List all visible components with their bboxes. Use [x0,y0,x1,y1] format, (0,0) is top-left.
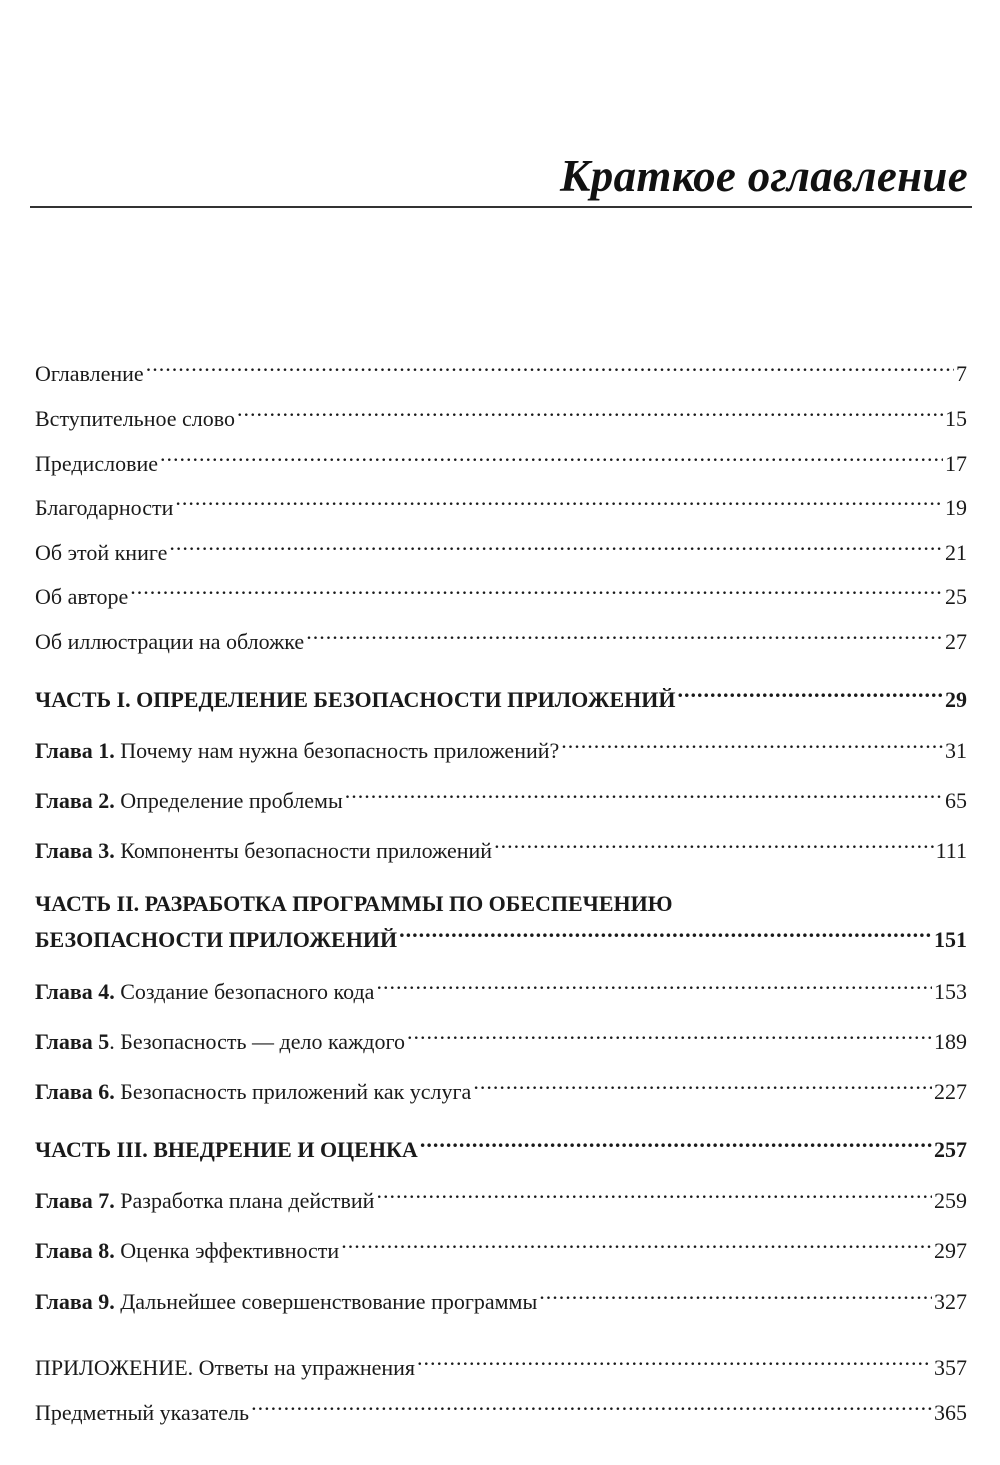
toc-entry-label: Предисловие [35,451,158,476]
dot-leader [160,443,943,471]
toc-entry-label: ПРИЛОЖЕНИЕ. Ответы на упражнения [35,1355,416,1380]
toc-entry-page: 111 [935,838,967,863]
toc-entry-label: Об авторе [35,584,129,609]
dot-leader [376,1180,932,1208]
toc-entry-label: Об этой книге [35,540,168,565]
toc-entry-label: Благодарности [35,495,174,520]
toc-chapter-9[interactable] [35,1281,967,1316]
toc-part-2[interactable] [35,888,967,954]
toc-chapter-8[interactable] [35,1230,967,1265]
toc-entry-page: 65 [945,788,967,813]
chapter-prefix: Глава 3. [35,838,115,863]
toc-entry-foreword[interactable] [35,398,967,433]
dot-leader [175,487,943,515]
chapter-title: Компоненты безопасности приложений [114,838,493,863]
toc-entry-page: 327 [934,1289,967,1314]
toc-chapter-6[interactable] [35,1071,967,1106]
chapter-prefix: Глава 1. [35,738,115,763]
toc-part-label-line2: БЕЗОПАСНОСТИ ПРИЛОЖЕНИЙ [35,927,398,952]
toc-entry-label: Об иллюстрации на обложке [35,629,305,654]
toc-part-label-line1: ЧАСТЬ II. РАЗРАБОТКА ПРОГРАММЫ ПО ОБЕСПЕЧЕНИЮ [35,891,673,916]
toc-chapter-5[interactable] [35,1021,967,1056]
dot-leader [407,1021,932,1049]
dot-leader [130,576,943,604]
dot-leader [420,1129,932,1157]
toc-part-2-line2 [35,919,967,954]
dot-leader [345,780,943,808]
toc-chapter-7[interactable] [35,1180,967,1215]
chapter-prefix: Глава 9. [35,1289,115,1314]
toc-entry-label: Оглавление [35,361,144,386]
dot-leader [306,621,943,649]
toc-chapter-3[interactable] [35,830,967,865]
dot-leader [341,1230,932,1258]
toc-entry-index[interactable] [35,1392,967,1427]
toc-entry-page: 15 [945,406,967,431]
chapter-title: Почему нам нужна безопасность приложений? [114,738,560,763]
dot-leader [146,353,954,381]
toc-part-1[interactable] [35,679,967,714]
toc-entry-acknowledgements[interactable] [35,487,967,522]
chapter-title: Определение проблемы [114,788,343,813]
toc-part-label: ЧАСТЬ I. ОПРЕДЕЛЕНИЕ БЕЗОПАСНОСТИ ПРИЛОЖЕНИЙ [35,687,676,712]
chapter-prefix: Глава 5 [35,1029,110,1054]
toc-entry-page: 189 [934,1029,967,1054]
toc-entry-page: 7 [956,361,967,386]
toc-entry-page: 25 [945,584,967,609]
toc-part-page: 29 [945,687,967,712]
dot-leader [376,971,932,999]
chapter-title: Безопасность приложений как услуга [114,1079,472,1104]
toc-entry-label: Предметный указатель [35,1400,250,1425]
chapter-title: Оценка эффективности [114,1238,340,1263]
dot-leader [417,1347,932,1375]
dot-leader [539,1281,932,1309]
page-title: Краткое оглавление [559,151,968,201]
title-rule [30,206,972,208]
toc-entry-page: 153 [934,979,967,1004]
chapter-prefix: Глава 7. [35,1188,115,1213]
dot-leader [237,398,943,426]
toc-entry-page: 227 [934,1079,967,1104]
dot-leader [251,1392,932,1420]
toc-entry-page: 27 [945,629,967,654]
toc-entry-contents[interactable] [35,353,967,388]
chapter-prefix: Глава 4. [35,979,115,1004]
dot-leader [399,919,932,947]
toc-part-label: ЧАСТЬ III. ВНЕДРЕНИЕ И ОЦЕНКА [35,1137,418,1162]
toc-part-3[interactable] [35,1129,967,1164]
chapter-prefix: Глава 2. [35,788,115,813]
toc-entry-cover-illustration[interactable] [35,621,967,656]
toc-part-page: 151 [934,927,967,952]
toc-part-page: 257 [934,1137,967,1162]
chapter-title: . Безопасность — дело каждого [109,1029,405,1054]
toc-entry-page: 21 [945,540,967,565]
toc-entry-page: 31 [945,738,967,763]
toc-chapter-4[interactable] [35,971,967,1006]
dot-leader [169,532,943,560]
toc-entry-appendix[interactable] [35,1347,967,1382]
toc-entry-page: 357 [934,1355,967,1380]
chapter-title: Создание безопасного кода [114,979,375,1004]
toc-entry-about-book[interactable] [35,532,967,567]
toc-entry-page: 297 [934,1238,967,1263]
toc-entry-page: 17 [945,451,967,476]
toc-chapter-2[interactable] [35,780,967,815]
toc-entry-page: 365 [934,1400,967,1425]
toc-chapter-1[interactable] [35,730,967,765]
chapter-title: Дальнейшее совершенствование программы [114,1289,538,1314]
toc-entry-about-author[interactable] [35,576,967,611]
toc-entry-label: Вступительное слово [35,406,235,431]
dot-leader [561,730,943,758]
dot-leader [677,679,943,707]
dot-leader [494,830,934,858]
toc-entry-preface[interactable] [35,443,967,478]
chapter-prefix: Глава 8. [35,1238,115,1263]
dot-leader [473,1071,932,1099]
chapter-title: Разработка плана действий [114,1188,375,1213]
toc-entry-page: 259 [934,1188,967,1213]
chapter-prefix: Глава 6. [35,1079,115,1104]
toc-entry-page: 19 [945,495,967,520]
